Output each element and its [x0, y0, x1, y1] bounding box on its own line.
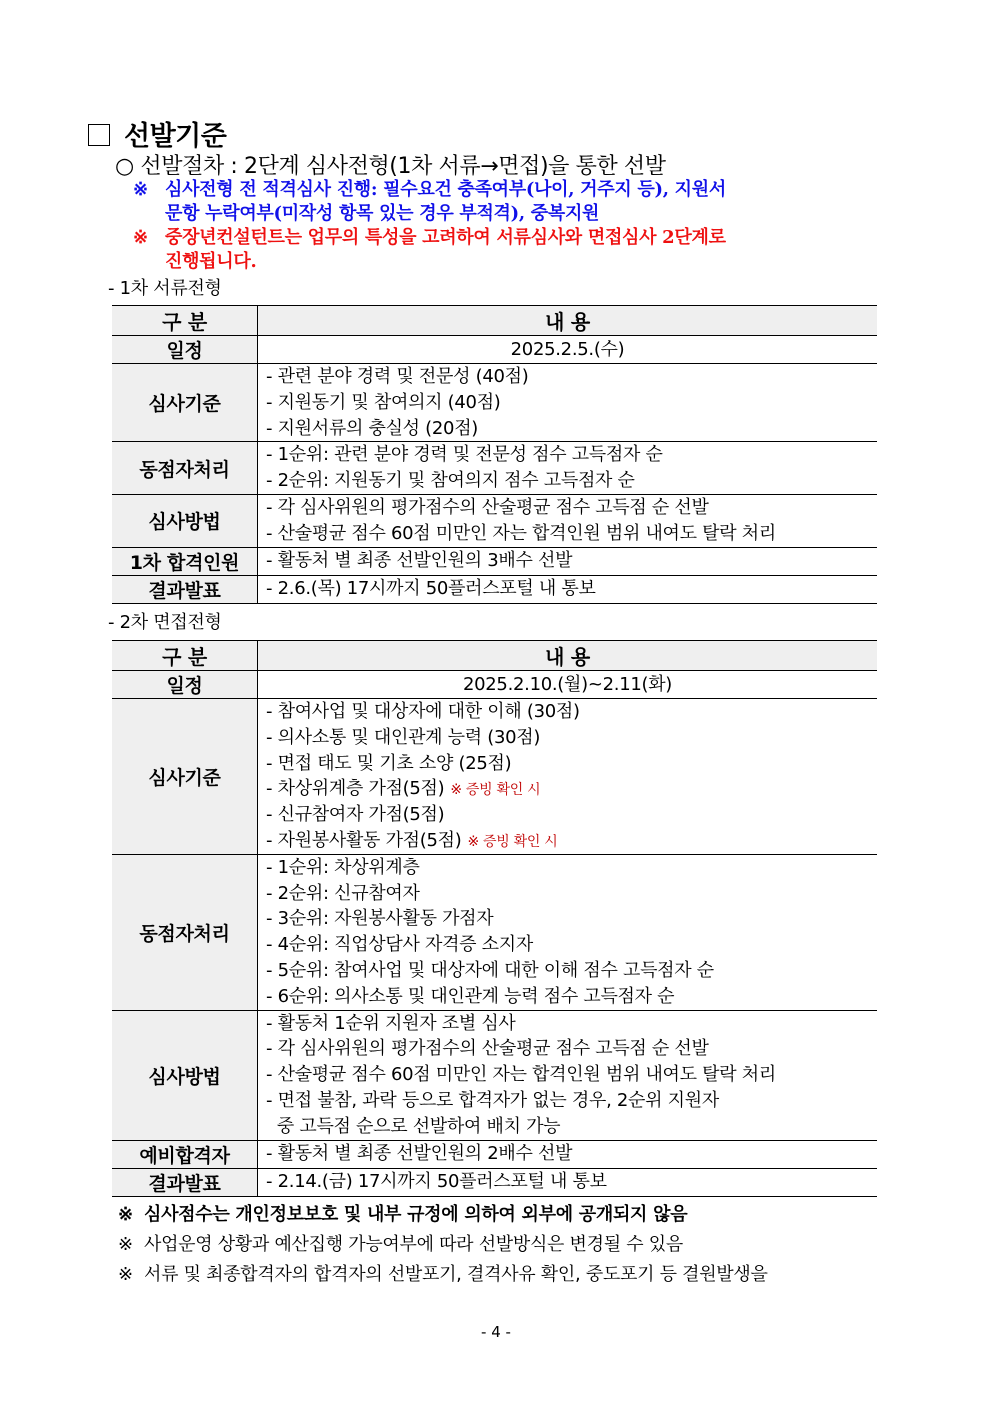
stage2-label: - 2차 면접전형	[108, 612, 222, 633]
procedure-line	[115, 149, 666, 180]
reference-mark-icon: ※	[118, 1234, 133, 1255]
footnote-vacancy: ※ 서류 및 최종합격자의 합격자의 선발포기, 결격사유 확인, 중도포기 등 결원발생을	[118, 1260, 768, 1290]
table-row: 결과발표 - 2.14.(금) 17시까지 50플러스포털 내 통보	[112, 1168, 877, 1196]
table-row: 1차 합격인원 - 활동처 별 최종 선발인원의 3배수 선발	[112, 547, 877, 575]
table-row: 동점자처리 - 1순위: 관련 분야 경력 및 전문성 점수 고득점자 순 - 2순위: 지원동기 및 참여의지 점수 고득점자 순	[112, 442, 877, 495]
eligibility-note: ※ 심사전형 전 적격심사 진행: 필수요건 충족여부(나이, 거주지 등), 지원서 문항 누락여부(미작성 항목 있는 경우 부적격), 중복지원	[133, 179, 726, 224]
table-header-row	[112, 641, 877, 671]
checkbox-square-icon	[88, 124, 110, 146]
header-category: 구 분	[112, 641, 258, 671]
table-row: 심사기준 - 참여사업 및 대상자에 대한 이해 (30점) - 의사소통 및 대인관계 능력 (30점) - 면접 태도 및 기초 소양 (25점) - 차상위계층 가점(5점) ※ 증빙 확인 시 - 신규참여자 가점(5점) - 자원봉사활동 가점(5점) ※ 증빙 확인 시	[112, 699, 877, 855]
table-row: 동점자처리 - 1순위: 차상위계층 - 2순위: 신규참여자 - 3순위: 자원봉사활동 가점자 - 4순위: 직업상담사 자격증 소지자 - 5순위: 참여사업 및 대상자에 대한 이해 점수 고득점자 순 - 6순위: 의사소통 및 대인관계 능력 점수 고득점자 순	[112, 854, 877, 1010]
table-row: 일정 2025.2.10.(월)~2.11(화)	[112, 671, 877, 699]
footnotes	[118, 1200, 768, 1290]
table-row: 결과발표 - 2.6.(목) 17시까지 50플러스포털 내 통보	[112, 575, 877, 603]
footnote-method-change: ※ 사업운영 상황과 예산집행 가능여부에 따라 선발방식은 변경될 수 있음	[118, 1230, 768, 1260]
stage1-label: - 1차 서류전형	[108, 278, 222, 299]
stage1-table	[112, 305, 877, 604]
procedure-text: 선발절차 : 2단계 심사전형(1차 서류→면접)을 통한 선발	[140, 154, 666, 179]
footnote-privacy: ※ 심사점수는 개인정보보호 및 내부 규정에 의하여 외부에 공개되지 않음	[118, 1200, 768, 1230]
table-row: 일정 2025.2.5.(수)	[112, 336, 877, 364]
table-header-row	[112, 306, 877, 336]
section-heading	[88, 114, 226, 153]
header-content: 내 용	[258, 641, 878, 671]
table-row: 심사방법 - 활동처 1순위 지원자 조별 심사 - 각 심사위원의 평가점수의 산술평균 점수 고득점 순 선발 - 산술평균 점수 60점 미만인 자는 합격인원 범위 내여도 탈락 처리 - 면접 불참, 과락 등으로 합격자가 없는 경우, 2순위 지원자 중 고득점 순으로 선발하여 배치 가능	[112, 1010, 877, 1140]
table-row: 예비합격자 - 활동처 별 최종 선발인원의 2배수 선발	[112, 1140, 877, 1168]
page-number: - 4 -	[481, 1323, 511, 1341]
proof-note: ※ 증빙 확인 시	[450, 782, 541, 799]
reference-mark-icon: ※	[133, 179, 148, 200]
table-row: 심사기준 - 관련 분야 경력 및 전문성 (40점) - 지원동기 및 참여의지 (40점) - 지원서류의 충실성 (20점)	[112, 364, 877, 442]
reference-mark-icon: ※	[118, 1264, 133, 1285]
circle-bullet-icon: ○	[115, 154, 134, 179]
header-content: 내 용	[258, 306, 878, 336]
section-title: 선발기준	[124, 121, 227, 152]
consultant-note: ※ 중장년컨설턴트는 업무의 특성을 고려하여 서류심사와 면접심사 2단계로 진행됩니다.	[133, 227, 726, 272]
table-row: 심사방법 - 각 심사위원의 평가점수의 산술평균 점수 고득점 순 선발 - 산술평균 점수 60점 미만인 자는 합격인원 범위 내여도 탈락 처리	[112, 494, 877, 547]
proof-note: ※ 증빙 확인 시	[467, 833, 558, 850]
stage2-table	[112, 640, 877, 1197]
reference-mark-icon: ※	[133, 227, 148, 248]
reference-mark-icon: ※	[118, 1204, 133, 1225]
header-category: 구 분	[112, 306, 258, 336]
